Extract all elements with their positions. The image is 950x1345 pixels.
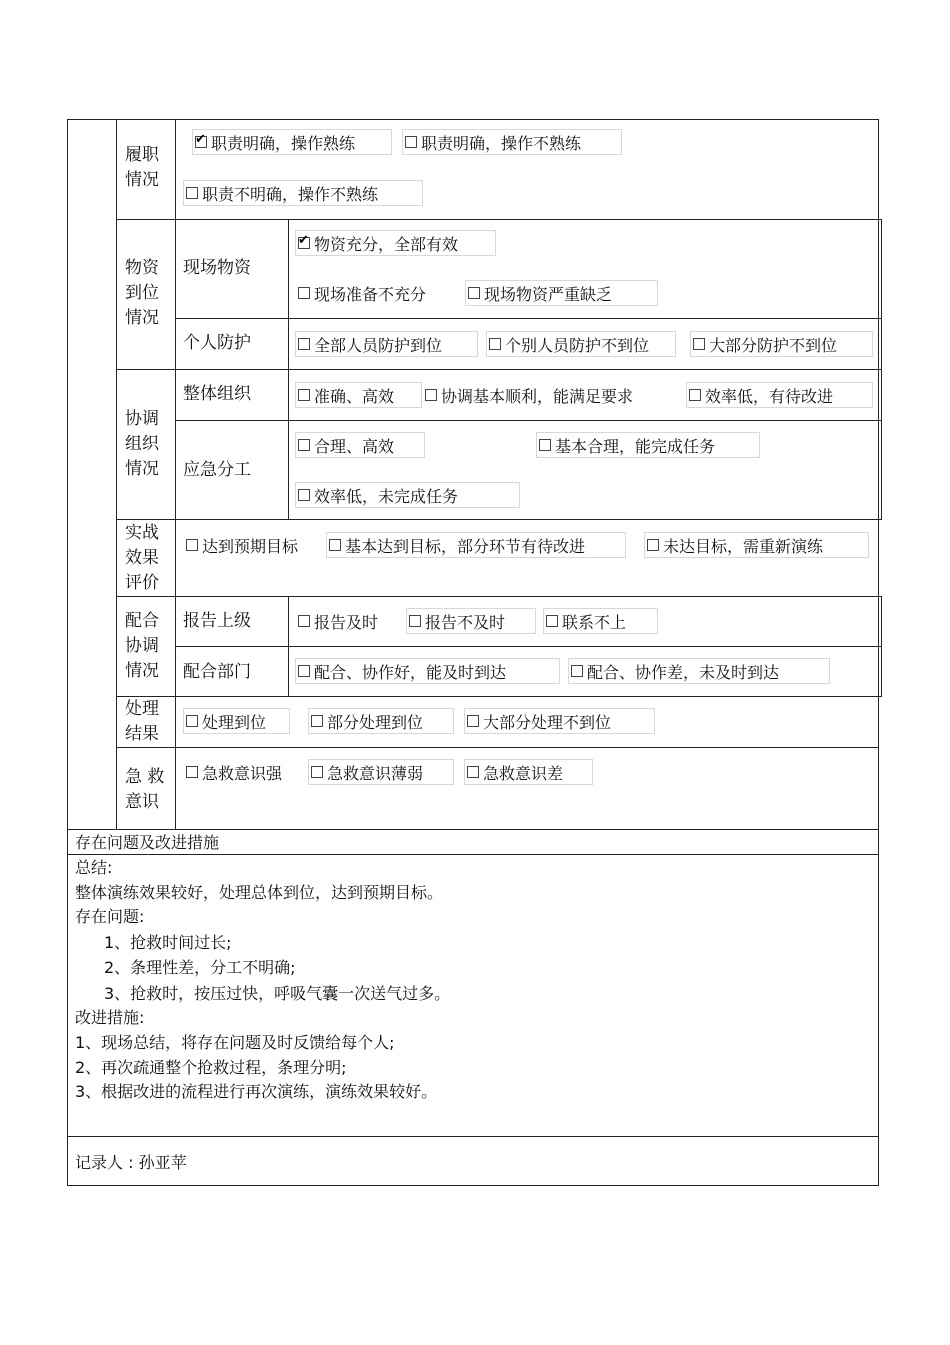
checkbox-icon[interactable] <box>186 766 198 778</box>
row-line <box>116 696 882 697</box>
table-top-border <box>67 119 879 120</box>
option-checkbox[interactable]: 急救意识强 <box>183 759 305 785</box>
inner-col-1 <box>116 119 117 829</box>
option-checkbox[interactable]: 基本合理，能完成任务 <box>536 432 760 458</box>
cooperate-label: 配合协调情况 <box>125 611 159 681</box>
checkbox-icon[interactable] <box>311 715 323 727</box>
problem-item: 3、抢救时，按压过快，呼吸气囊一次送气过多。 <box>104 984 451 1003</box>
option-checkbox[interactable]: 报告及时 <box>295 608 403 634</box>
option-checkbox[interactable]: 部分处理到位 <box>308 708 454 734</box>
report-label: 报告上级 <box>183 611 251 631</box>
option-checkbox[interactable]: 联系不上 <box>543 608 658 634</box>
row-line <box>116 519 882 520</box>
summary-text: 整体演练效果较好，处理总体到位，达到预期目标。 <box>75 883 444 902</box>
checkbox-icon[interactable] <box>489 338 501 350</box>
option-checkbox[interactable]: 配合、协作差，未及时到达 <box>568 658 830 684</box>
checkbox-icon[interactable] <box>298 237 310 249</box>
row-line <box>116 596 882 597</box>
checkbox-icon[interactable] <box>539 439 551 451</box>
option-checkbox[interactable]: 报告不及时 <box>406 608 536 634</box>
option-checkbox[interactable]: 现场准备不充分 <box>295 280 460 306</box>
problem-item: 1、抢救时间过长; <box>104 933 232 952</box>
option-checkbox[interactable]: 合理、高效 <box>295 432 425 458</box>
option-checkbox[interactable]: 大部分处理不到位 <box>464 708 655 734</box>
duty-label: 履职情况 <box>125 145 159 190</box>
checkbox-icon[interactable] <box>689 389 701 401</box>
option-checkbox[interactable]: 急救意识薄弱 <box>308 759 454 785</box>
option-checkbox[interactable]: ✔ 物资充分，全部有效 <box>295 230 496 256</box>
checkbox-icon[interactable] <box>298 287 310 299</box>
row-line <box>67 829 879 830</box>
option-checkbox[interactable]: ✔ 职责明确，操作熟练 <box>192 129 392 155</box>
option-checkbox[interactable]: 效率低，未完成任务 <box>295 482 520 508</box>
checkbox-icon[interactable] <box>647 539 659 551</box>
checkbox-icon[interactable] <box>298 615 310 627</box>
site-material-label: 现场物资 <box>183 258 251 278</box>
firstaid-label: 急 救意识 <box>125 767 165 812</box>
option-checkbox[interactable]: 全部人员防护到位 <box>295 331 478 357</box>
option-checkbox[interactable]: 配合、协作好，能及时到达 <box>295 658 560 684</box>
option-checkbox[interactable]: 处理到位 <box>183 708 290 734</box>
summary-label: 总结: <box>75 858 113 877</box>
checkbox-icon[interactable] <box>425 389 437 401</box>
checkbox-icon[interactable] <box>298 439 310 451</box>
dept-label: 配合部门 <box>183 662 251 682</box>
checkbox-icon[interactable] <box>329 539 341 551</box>
problems-label: 存在问题: <box>75 907 145 926</box>
checkbox-icon[interactable] <box>693 338 705 350</box>
checkbox-icon[interactable] <box>298 489 310 501</box>
checkbox-icon[interactable] <box>409 615 421 627</box>
checkbox-icon[interactable] <box>405 136 417 148</box>
recorder: 记录人 : 孙亚苹 <box>75 1153 187 1172</box>
checkbox-icon[interactable] <box>186 539 198 551</box>
checkbox-icon[interactable] <box>186 715 198 727</box>
option-checkbox[interactable]: 协调基本顺利，能满足要求 <box>422 382 677 408</box>
checkbox-icon[interactable] <box>298 665 310 677</box>
option-checkbox[interactable]: 达到预期目标 <box>183 532 323 558</box>
option-checkbox[interactable]: 准确、高效 <box>295 382 422 408</box>
inner-col-2 <box>175 119 176 829</box>
option-checkbox[interactable]: 职责不明确，操作不熟练 <box>183 180 423 206</box>
result-label: 处理结果 <box>125 699 159 744</box>
material-label: 物资到位情况 <box>125 258 159 328</box>
checkbox-icon[interactable] <box>467 715 479 727</box>
checkbox-icon[interactable] <box>298 338 310 350</box>
overall-org-label: 整体组织 <box>183 384 251 404</box>
checkbox-icon[interactable] <box>467 766 479 778</box>
personal-protect-label: 个人防护 <box>183 333 251 353</box>
option-checkbox[interactable]: 急救意识差 <box>464 759 593 785</box>
checkbox-icon[interactable] <box>546 615 558 627</box>
checkbox-icon[interactable] <box>311 766 323 778</box>
option-checkbox[interactable]: 未达目标，需重新演练 <box>644 532 869 558</box>
checkbox-icon[interactable] <box>571 665 583 677</box>
row-line <box>175 318 882 319</box>
checkbox-icon[interactable] <box>186 187 198 199</box>
row-line <box>116 747 879 748</box>
option-checkbox[interactable]: 现场物资严重缺乏 <box>465 280 658 306</box>
row-line <box>116 219 882 220</box>
effect-label: 实战效果评价 <box>125 523 159 593</box>
row-line <box>67 1136 879 1137</box>
table-right-border <box>878 119 879 1186</box>
option-checkbox[interactable]: 个别人员防护不到位 <box>486 331 676 357</box>
checkbox-icon[interactable] <box>195 136 207 148</box>
option-checkbox[interactable]: 效率低，有待改进 <box>686 382 873 408</box>
row-line <box>175 420 882 421</box>
issues-header: 存在问题及改进措施 <box>75 833 220 852</box>
measure-item: 2、再次疏通整个抢救过程，条理分明; <box>75 1058 347 1077</box>
checkbox-icon[interactable] <box>298 389 310 401</box>
option-checkbox[interactable]: 基本达到目标，部分环节有待改进 <box>326 532 626 558</box>
coord-label: 协调组织情况 <box>125 409 159 479</box>
measure-item: 1、现场总结，将存在问题及时反馈给每个人; <box>75 1033 395 1052</box>
option-checkbox[interactable]: 职责明确，操作不熟练 <box>402 129 622 155</box>
table-left-border <box>67 119 68 1186</box>
row-line <box>175 646 882 647</box>
division-label: 应急分工 <box>183 460 251 480</box>
problem-item: 2、条理性差，分工不明确; <box>104 958 296 977</box>
row-line <box>116 369 882 370</box>
checkbox-icon[interactable] <box>468 287 480 299</box>
measure-item: 3、根据改进的流程进行再次演练，演练效果较好。 <box>75 1082 438 1101</box>
measures-label: 改进措施: <box>75 1008 145 1027</box>
option-checkbox[interactable]: 大部分防护不到位 <box>690 331 873 357</box>
table-bottom-border <box>67 1185 879 1186</box>
